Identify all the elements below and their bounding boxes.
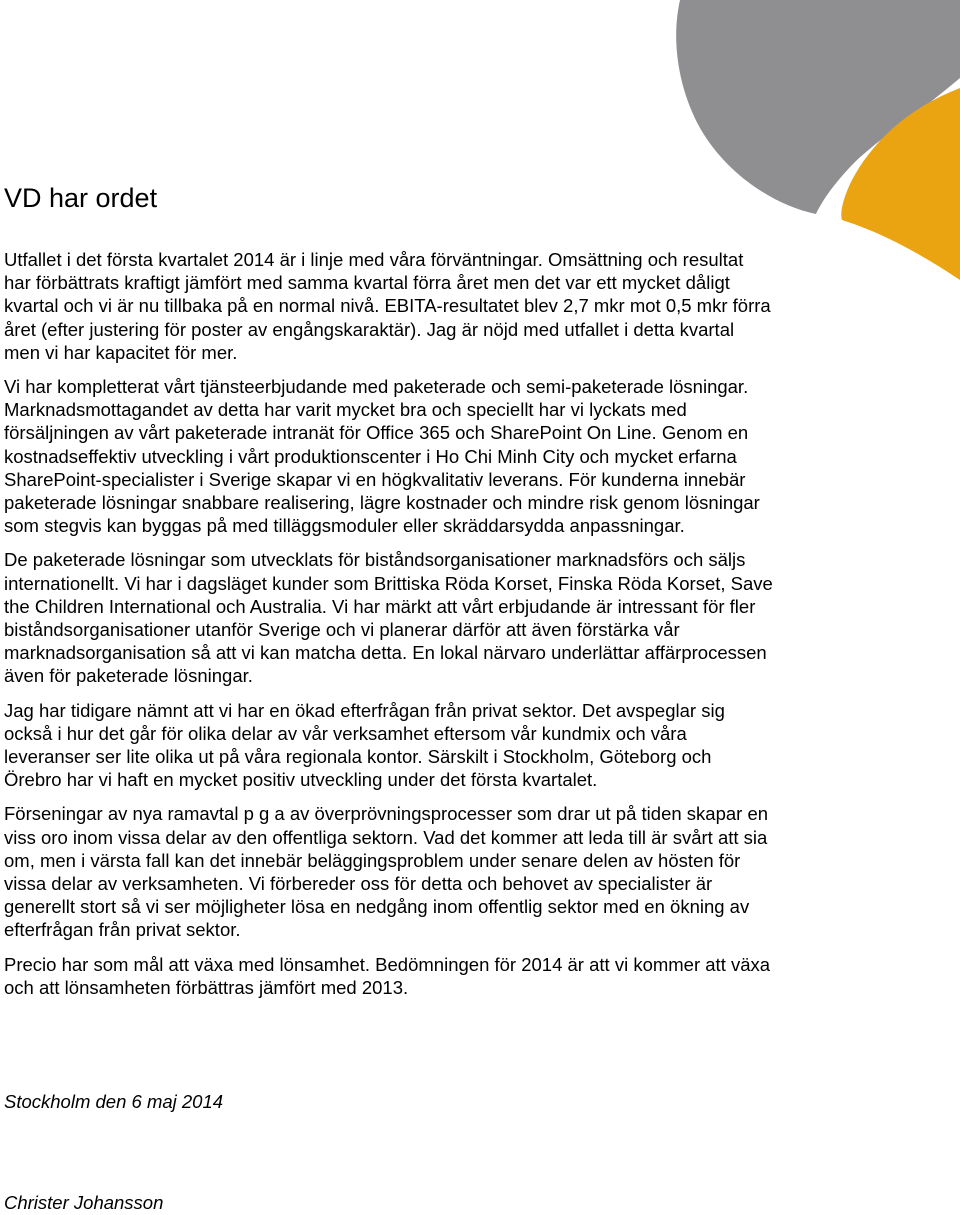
page-title: VD har ordet [4, 183, 158, 213]
paragraph: Utfallet i det första kvartalet 2014 är i linje med våra förväntningar. Omsättning och resultat har förbättrats kraftigt jämfört med samma kvartal förra året men det var ett mycket dåligt kvartal och vi är nu tillbaka på en normal nivå. EBITA-resultatet blev 2,7 mkr mot 0,5 mkr förra året (efter justering för poster av engångskaraktär). Jag är nöjd med utfallet i detta kvartal men vi har kapacitet för mer. [4, 249, 771, 363]
signature-name: Christer Johansson [4, 1192, 164, 1213]
paragraph: Jag har tidigare nämnt att vi har en ökad efterfrågan från privat sektor. Det avspeglar sig också i hur det går för olika delar av vår verksamhet eftersom vår kundmix och våra leveranser ser lite olika ut på våra regionala kontor. Särskilt i Stockholm, Göteborg och Örebro har vi haft en mycket positiv utveckling under det första kvartalet. [4, 699, 725, 791]
gray-petal-shape [676, 0, 960, 214]
paragraph: De paketerade lösningar som utvecklats för biståndsorganisationer marknadsförs och säljs internationellt. Vi har i dagsläget kunder som Brittiska Röda Korset, Finska Röda Korset, Save the Children International och Australia. Vi har märkt att vårt erbjudande är intressant för fler biståndsorganisationer utanför Sverige och vi planerar därför att även förstärka vår marknadsorganisation så att vi kan matcha detta. En lokal närvaro underlättar affärprocessen även för paketerade lösningar. [4, 549, 773, 687]
paragraph: Vi har kompletterat vårt tjänsteerbjudande med paketerade och semi-paketerade lösningar. Marknadsmottagandet av detta har varit mycket bra och speciellt har vi lyckats med försäljningen av vårt paketerade intranät för Office 365 och SharePoint On Line. Genom en kostnadseffektiv utveckling i vårt produktionscenter i Ho Chi Minh City och mycket erfarna SharePoint-specialister i Sverige skapar vi en högkvalitativ leverans. För kunderna innebär paketerade lösningar snabbare realisering, lägre kostnader och mindre risk genom lösningar som stegvis kan byggas på med tilläggsmoduler eller skräddarsydda anpassningar. [4, 376, 760, 537]
paragraph: Precio har som mål att växa med lönsamhet. Bedömningen för 2014 är att vi kommer att växa och att lönsamheten förbättras jämfört med 2013. [4, 953, 771, 998]
orange-petal-shape [841, 88, 960, 280]
body-text [4, 248, 774, 999]
place-date: Stockholm den 6 maj 2014 [4, 1091, 224, 1112]
paragraph: Förseningar av nya ramavtal p g a av överprövningsprocesser som drar ut på tiden skapar en viss oro inom vissa delar av den offentliga sektorn. Vad det kommer att leda till är svårt att sia om, men i värsta fall kan det innebär beläggingsproblem under senare delen av hösten för vissa delar av verksamheten. Vi förbereder oss för detta och behovet av specialister är generellt stort så vi ser möjligheter lösa en nedgång inom offentlig sektor med en ökning av efterfrågan från privat sektor. [4, 803, 769, 941]
